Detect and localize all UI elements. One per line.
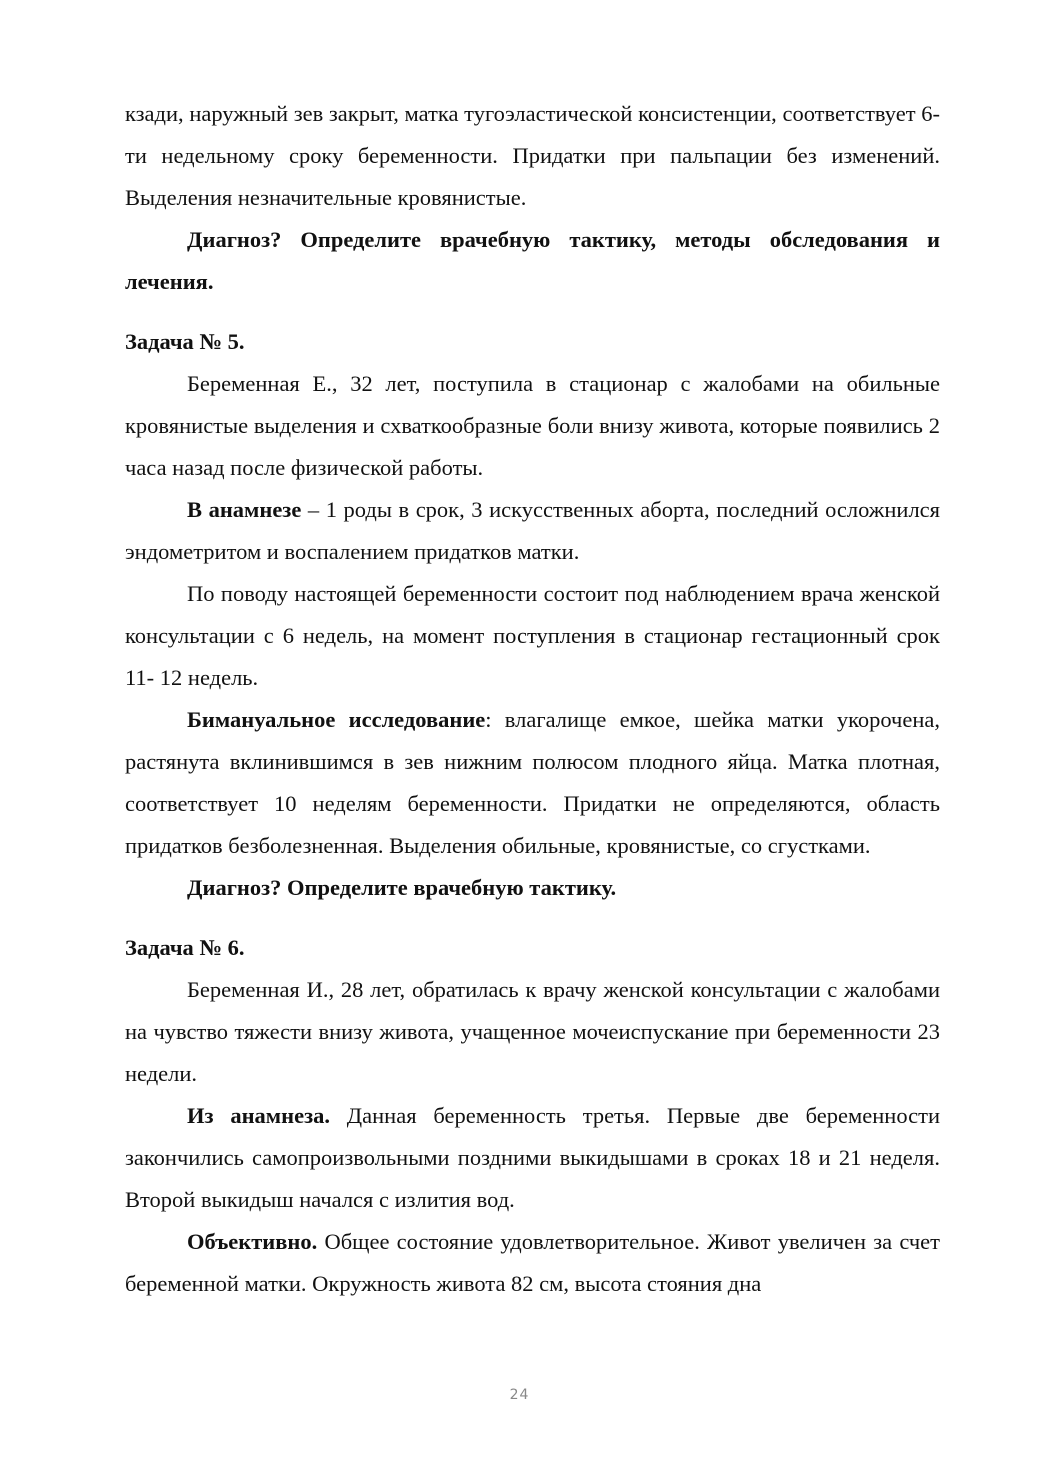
task6-title: Задача № 6. bbox=[125, 935, 245, 960]
task6-anamnesis-text: Данная беременность третья. Первые две беременности закончились самопроизвольными поздними выкидышами в сроках 18 и 21 неделя. Второй выкидыш начался с излития вод. bbox=[125, 1103, 940, 1212]
task5-exam bbox=[125, 699, 940, 867]
task5-complaint: Беременная Е., 32 лет, поступила в стационар с жалобами на обильные кровянистые выделения и схваткообразные боли внизу живота, которые появились 2 часа назад после физической работы. bbox=[125, 371, 940, 480]
task5-anamnesis bbox=[125, 489, 940, 573]
task6-objective-text: Общее состояние удовлетворительное. Живот увеличен за счет беременной матки. Окружность живота 82 см, высота стояния дна bbox=[125, 1229, 940, 1296]
task5-anamnesis-label: В анамнезе bbox=[187, 497, 302, 522]
task6-anamnesis-label: Из анамнеза. bbox=[187, 1103, 330, 1128]
task5-title: Задача № 5. bbox=[125, 329, 245, 354]
task6-objective bbox=[125, 1221, 940, 1305]
task5-observation: По поводу настоящей беременности состоит под наблюдением врача женской консультации с 6 недель, на момент поступления в стационар гестационный срок 11- 12 недель. bbox=[125, 581, 940, 690]
task4-question: Диагноз? Определите врачебную тактику, методы обследования и лечения. bbox=[125, 227, 940, 294]
task6-objective-label: Объективно. bbox=[187, 1229, 318, 1254]
task5-anamnesis-text: – 1 роды в срок, 3 искусственных аборта, последний осложнился эндометритом и воспалением придатков матки. bbox=[125, 497, 941, 564]
task6-complaint: Беременная И., 28 лет, обратилась к врачу женской консультации с жалобами на чувство тяжести внизу живота, учащенное мочеиспускание при беременности 23 недели. bbox=[125, 977, 940, 1086]
task5-question: Диагноз? Определите врачебную тактику. bbox=[187, 875, 617, 900]
page-content bbox=[125, 93, 940, 1305]
page-number: 24 bbox=[509, 1387, 530, 1403]
task5-exam-label: Бимануальное исследование bbox=[187, 707, 486, 732]
task6-anamnesis bbox=[125, 1095, 940, 1221]
task5-exam-text: : влагалище емкое, шейка матки укорочена, растянута вклинившимся в зев нижним полюсом плодного яйца. Матка плотная, соответствует 10 неделям беременности. Придатки не определяются, область придатков безболезненная. Выделения обильные, кровянистые, со сгустками. bbox=[125, 707, 940, 858]
paragraph-continuation: кзади, наружный зев закрыт, матка тугоэластической консистенции, соответствует 6-ти недельному сроку беременности. Придатки при пальпации без изменений. Выделения незначительные кровянистые. bbox=[125, 101, 940, 210]
